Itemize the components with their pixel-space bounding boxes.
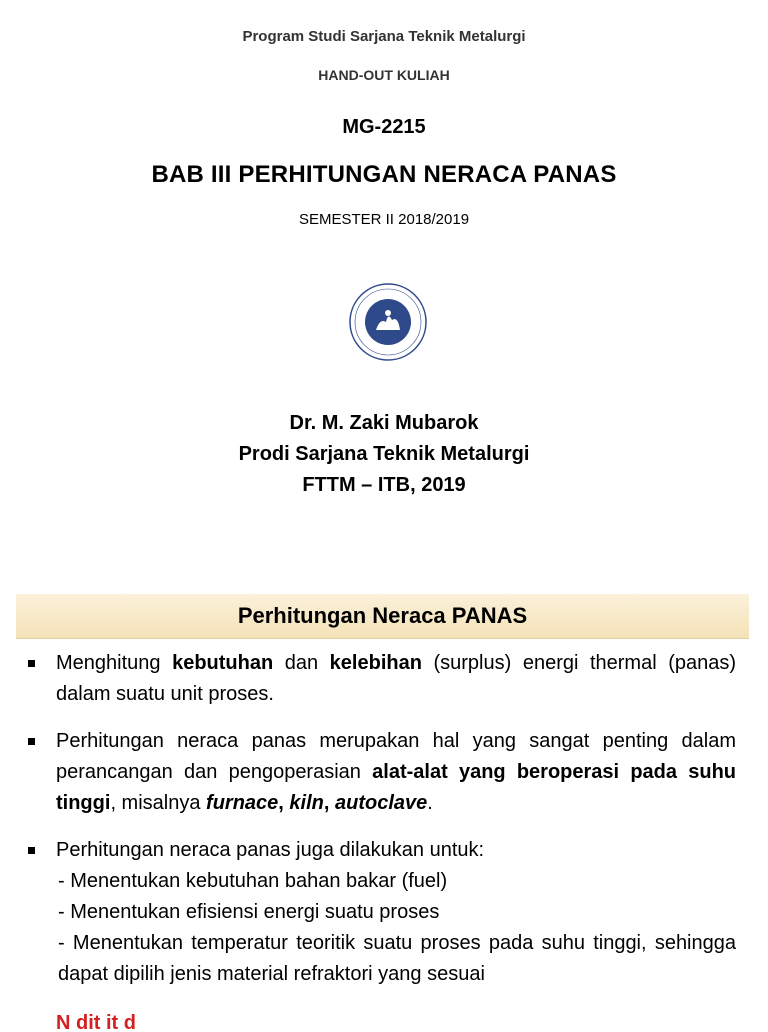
text-bold-italic: furnace	[206, 792, 279, 814]
list-item	[28, 648, 736, 710]
course-code: MG-2215	[342, 116, 426, 138]
author-block	[0, 408, 768, 501]
list-item	[28, 726, 736, 819]
text-bold-italic: autoclave	[334, 792, 428, 814]
text-bold: kelebihan	[329, 652, 422, 674]
section-banner	[16, 594, 749, 639]
itb-logo-icon	[348, 282, 428, 362]
sub-list	[56, 866, 736, 990]
text-bold: ,	[323, 792, 335, 814]
author-program: Prodi Sarjana Teknik Metalurgi	[238, 443, 530, 465]
handout-label: HAND-OUT KULIAH	[318, 67, 450, 83]
text: Perhitungan neraca panas juga dilakukan untuk:	[56, 839, 485, 861]
sub-item: - Menentukan temperatur teoritik suatu proses pada suhu tinggi, sehingga dapat dipilih jenis material refraktori yang sesuai	[58, 932, 736, 985]
bullet-icon	[28, 660, 35, 667]
program-name: Program Studi Sarjana Teknik Metalurgi	[242, 28, 526, 45]
text-bold-italic: kiln	[289, 792, 324, 814]
text: , misalnya	[110, 792, 207, 814]
text: Perhitungan neraca panas merupakan hal yang sangat penting dalam perancangan dan pengoperasian	[56, 730, 736, 783]
sub-item: - Menentukan efisiensi energi suatu proses	[58, 901, 440, 923]
cropped-bullet-text: N dit it d	[56, 1012, 136, 1032]
list-item	[28, 835, 736, 990]
sub-item: - Menentukan kebutuhan bahan bakar (fuel)	[58, 870, 448, 892]
bullet-icon	[28, 847, 35, 854]
semester-label: SEMESTER II 2018/2019	[298, 211, 470, 228]
text-bold: ,	[278, 792, 290, 814]
banner-title: Perhitungan Neraca PANAS	[237, 603, 528, 628]
bullet-list	[28, 648, 736, 1006]
text: Menghitung	[56, 652, 173, 674]
author-name: Dr. M. Zaki Mubarok	[289, 412, 479, 434]
text: .	[427, 792, 433, 814]
text: dan	[273, 652, 330, 674]
author-institution: FTTM – ITB, 2019	[302, 474, 466, 496]
text-bold: kebutuhan	[172, 652, 274, 674]
bullet-icon	[28, 738, 35, 745]
slide-title: BAB III PERHITUNGAN NERACA PANAS	[151, 161, 617, 188]
text-bold: alat-alat yang beroperasi pada suhu tinggi	[56, 761, 737, 814]
text: (surplus) energi thermal (panas) dalam suatu unit proses.	[56, 652, 737, 705]
